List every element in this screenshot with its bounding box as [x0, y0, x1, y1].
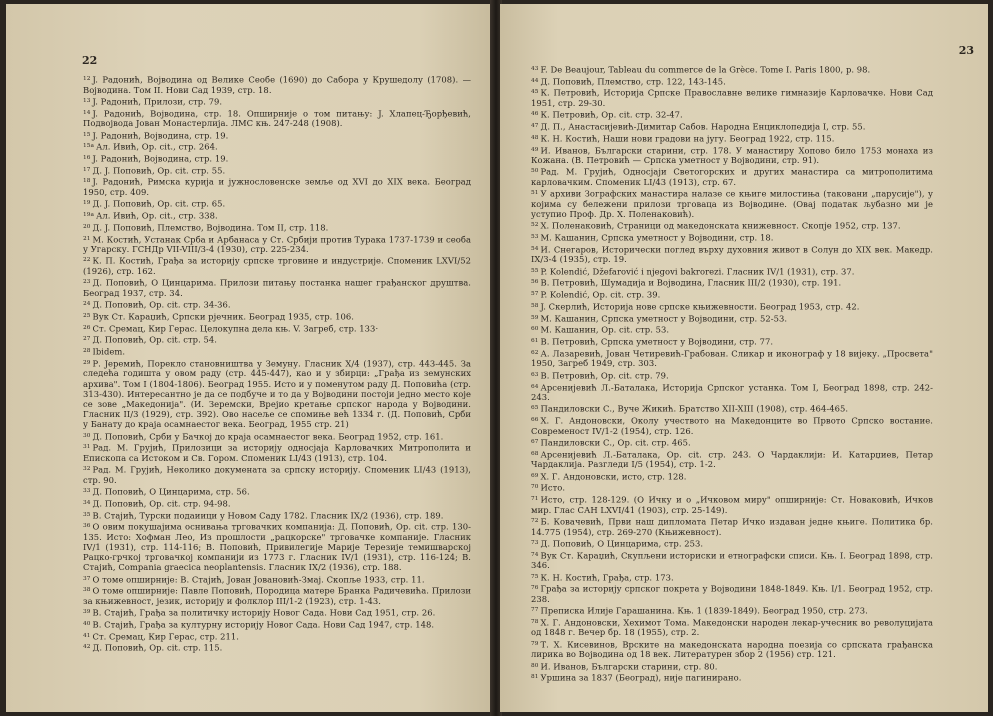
footnote-number: 19	[83, 200, 91, 207]
footnote	[83, 130, 471, 141]
footnote-text: М. Кашанин, Српска уметност у Војводини, стр. 52-53.	[540, 313, 788, 324]
footnote-number: 38	[83, 587, 91, 594]
footnote	[83, 442, 471, 463]
footnote-number: 29	[83, 359, 91, 366]
footnote-text: М. Кашанин, Српска уметност у Војводини, стр. 18.	[540, 232, 774, 243]
footnote-number: 49	[531, 146, 539, 153]
footnote-text: J. Радонић, Војводина од Велике Сеобе (1690) до Сабора у Крушедолу (1708). — Војводина. Том II. Нови Сад 1939, стр. 18.	[83, 74, 471, 95]
footnote-number: 50	[531, 168, 539, 175]
footnote-text: Ст. Сремац, Кир Герас, стр. 211.	[92, 631, 240, 642]
page-number: 23	[958, 44, 974, 57]
footnote-number: 66	[531, 417, 539, 424]
footnote-text: Д. Поповић, Op. cit. стр. 115.	[92, 642, 223, 653]
footnote	[83, 431, 471, 442]
footnote-text: Х. Г. Андоновски, Околу учеството на Македонците во Првото Српско востание. Современост IV/1-2 (1954), стр. 126.	[531, 415, 933, 436]
footnote-text: Преписка Илије Гарашанина. Књ. 1 (1839-1849). Београд 1950, стр. 273.	[540, 605, 868, 616]
footnote	[83, 141, 471, 152]
footnote	[531, 277, 933, 288]
footnote-text: Б. Ковачевић, Први наш дипломата Петар Ичко издаван једне књиге. Политика бр. 14.775 (1954), стр. 269-270 (Књижевност).	[531, 516, 933, 537]
footnote-number: 39	[83, 609, 91, 616]
footnote	[83, 631, 471, 642]
footnote	[531, 605, 933, 616]
footnote	[531, 403, 933, 414]
footnote-number: 58	[531, 302, 539, 309]
footnote-number: 43	[531, 66, 539, 72]
left-page	[6, 4, 492, 712]
footnote	[531, 244, 933, 265]
footnote-text: P. Kolendić, Op. cit. стр. 39.	[540, 289, 661, 300]
footnote	[83, 277, 471, 298]
footnote-text: М. Кашанин, Op. cit. стр. 53.	[540, 324, 670, 335]
footnote-text: И. Иванов, Български старини, стр. 80.	[540, 661, 718, 672]
footnote-number: 63	[531, 371, 539, 378]
footnote-number: 45	[531, 89, 539, 96]
footnote-text: Т. Х. Кисевинов, Врските на македонската народна поезија со српската грађанска лирика во Војводина од 18 век. Литературен збор 2 (1956) стр. 121.	[531, 639, 933, 660]
footnote-number: 59	[531, 314, 539, 321]
footnote	[83, 255, 471, 276]
footnote	[531, 313, 933, 324]
footnote	[531, 370, 933, 381]
footnote-text: Уршина за 1837 (Београд), није пагинирано.	[540, 672, 742, 683]
footnote	[83, 165, 471, 176]
footnote-number: 32	[83, 466, 91, 473]
footnote-number: 31	[83, 444, 91, 451]
footnote-number: 54	[531, 245, 539, 252]
footnote-number: 33	[83, 488, 91, 495]
footnote	[531, 572, 933, 583]
footnote-number: 18	[83, 178, 91, 185]
footnote	[531, 661, 933, 672]
footnote-text: К. Петровић, Op. cit. стр. 32-47.	[540, 109, 683, 120]
footnote-number: 75	[531, 573, 539, 580]
footnote	[531, 538, 933, 549]
footnote-text: Д. Поповић, Op. cit. стр. 54.	[92, 334, 217, 345]
footnote	[531, 166, 933, 187]
footnote	[531, 639, 933, 660]
footnote-number: 57	[531, 291, 539, 298]
footnote-number: 70	[531, 484, 539, 491]
footnote	[83, 198, 471, 209]
footnote-number: 28	[83, 348, 91, 355]
footnote	[83, 323, 471, 334]
footnote-text: Д. Поповић, О Цинцарима. Прилози питању постанка нашег грађанског друштва. Београд 1937, стр. 34.	[83, 277, 471, 298]
footnote-number: 30	[83, 432, 91, 439]
footnote	[531, 583, 933, 604]
footnote-text: Ibidem.	[92, 346, 126, 357]
footnote-number: 69	[531, 472, 539, 479]
footnote-text: К. Н. Костић, Наши нови градови на југу. Београд 1922, стр. 115.	[540, 133, 835, 144]
footnote-number: 46	[531, 111, 539, 118]
footnote	[531, 336, 933, 347]
footnote-text: Д. J. Поповић, Op. cit. стр. 65.	[92, 198, 226, 209]
footnote-number: 37	[83, 575, 91, 582]
footnote-number: 80	[531, 662, 539, 669]
footnote	[531, 516, 933, 537]
footnote-text: В. Стајић, Турски подаиици у Новом Саду 1782. Гласник IX/2 (1936), стр. 189.	[92, 509, 444, 520]
footnote	[531, 133, 933, 144]
footnote-number: 71	[531, 496, 539, 503]
footnote-number: 17	[83, 166, 91, 173]
footnote	[83, 521, 471, 572]
footnote-text: О томе опширније: Павле Поповић, Породица матере Бранка Радичевића. Прилози за књижевност, језик, историју и фолклор III/1-2 (1923), стр. 1-43.	[83, 585, 471, 606]
footnote	[83, 358, 471, 429]
footnote-text: О томе опширније: В. Стајић, Јован Јовановић-Змај. Скопље 1933, стр. 11.	[92, 574, 425, 585]
footnote-number: 15a	[83, 143, 94, 150]
footnotes-list	[531, 64, 933, 684]
footnote	[531, 482, 933, 493]
footnote-text: Вук Ст. Караџић, Српски рјечник. Београд 1935, стр. 106.	[92, 311, 354, 322]
footnote-text: И. Иванов, Български старини, стр. 178. У манастиру Хопово било 1753 монаха из Кожана. (В. Петровић — Српска уметност у Војводини, стр. 91).	[531, 144, 933, 166]
footnote-text: И. Снегаров, Исторически поглед върху духовния живот в Солун до XIX век. Македр. IX/3-4 (1935), стр. 19.	[531, 244, 933, 265]
footnote-number: 72	[531, 518, 539, 525]
footnote-number: 53	[531, 234, 539, 241]
footnote	[83, 222, 471, 233]
footnote	[531, 289, 933, 300]
footnote-number: 41	[83, 632, 91, 639]
footnote-text: Исто, стр. 128-129. (О Ичку и о „Ичковом миру" опширније: Ст. Новаковић, Ичков мир. Глас САН LXVI/41 (1903), стр. 25-149).	[531, 494, 933, 515]
footnote	[83, 607, 471, 618]
footnote	[83, 153, 471, 164]
footnote-text: У архиви Зографских манастира налазе се књиге милостиња (таковани „парусије"), у којима су бележени прилози трговаца из Војводине. (Овај податак љубазно ми је уступио Проф. Др. Х. Поленаковић).	[531, 188, 933, 220]
footnote-text: Исто.	[540, 482, 566, 493]
footnote-text: А. Лазаревић, Јован Четиревић-Грабован. Сликар и иконограф у 18 вијеку. „Просвета" 1950, Загреб 1949, стр. 303.	[531, 348, 933, 369]
footnote-number: 65	[531, 405, 539, 412]
footnote	[83, 346, 471, 357]
footnote-number: 55	[531, 267, 539, 274]
footnote	[531, 550, 933, 571]
footnote-text: J. Радонић, Римска курија и јужнословенске земље од XVI до XIX века. Београд 1950, стр. 409.	[83, 176, 471, 197]
footnote	[83, 498, 471, 509]
footnote-text: J. Радонић, Војводина, стр. 19.	[92, 153, 229, 164]
footnote-number: 40	[83, 621, 91, 627]
footnote	[83, 619, 471, 630]
footnote-text: Д. J. Поповић, Племство, Војводина. Том II, стр. 118.	[92, 222, 329, 233]
footnote-text: Пандиловски С., Op. cit. стр. 465.	[540, 437, 691, 448]
footnote	[83, 510, 471, 521]
footnote-number: 24	[83, 301, 91, 308]
footnote-text: В. Стајић, Грађа за политичку историју Новог Сада. Нови Сад 1951, стр. 26.	[92, 607, 436, 618]
footnote-number: 22	[83, 257, 91, 264]
footnote-number: 26	[83, 324, 91, 331]
footnote	[531, 121, 933, 132]
footnote	[83, 486, 471, 497]
footnote-text: Х. Г. Андоновски, исто, стр. 128.	[540, 471, 687, 482]
footnote-text: Рад. М. Грујић, Неколико докумената за српску историју. Споменик LI/43 (1913), стр. 90.	[83, 464, 471, 485]
footnote-number: 21	[83, 235, 91, 242]
footnote	[531, 672, 933, 683]
footnote-text: Х. Поленаковић, Страници од македонската книжевност. Скопје 1952, стр. 137.	[540, 220, 901, 231]
footnote-text: В. Петровић, Шумадија и Војводина, Гласник III/2 (1930), стр. 191.	[540, 277, 842, 288]
footnote	[83, 334, 471, 345]
footnote-number: 62	[531, 349, 539, 356]
footnote-text: J. Радонић, Војводина, стр. 19.	[92, 129, 229, 140]
footnote-text: В. Стајић, Грађа за културну историју Новог Сада. Нови Сад 1947, стр. 148.	[92, 619, 435, 630]
footnote	[531, 188, 933, 219]
footnote-number: 12	[83, 76, 91, 82]
footnote	[531, 87, 933, 108]
footnote	[83, 210, 471, 221]
footnote-text: В. Петровић, Op. cit. стр. 79.	[540, 370, 669, 381]
footnote-text: Р. Јеремић, Порекло становништва у Земуну. Гласник X/4 (1937), стр. 443-445. За следећа годишта у овом раду (стр. 445-447), као и у збирци: „Грађа из земунских архива". Том I (1804-1806). Београд 1955. Исто и у поменутом раду Д. Поповића (стр. 313-430). Интересантно је да се подбуче и то да у Војводини постоји једно место које се зове „Македонија". (И. Зеремски, Врејио кретање српског народа у Војводини. Гласник II/3 (1929), стр. 392). Ово насеље се спомиње већ 1334 г. (Д. Поповић, Срби у Банату до краја осамнаестог века. Београд, 1955 стр. 21)	[83, 358, 471, 430]
footnote	[83, 585, 471, 606]
footnote-text: Д. Поповић, О Цинцарима, стр. 253.	[540, 538, 704, 549]
footnote-number: 23	[83, 279, 91, 286]
footnote	[531, 266, 933, 277]
footnote-number: 48	[531, 134, 539, 141]
footnote-number: 76	[531, 585, 539, 592]
footnote-number: 81	[531, 674, 539, 681]
footnote	[83, 574, 471, 585]
footnote-text: К. Петровић, Историја Српске Православне велике гимназије Карловачке. Нови Сад 1951, стр. 29-30.	[531, 87, 933, 109]
footnote-number: 64	[531, 383, 539, 390]
footnote-number: 51	[531, 190, 539, 197]
footnote-number: 44	[531, 77, 539, 84]
footnote-text: Д. Поповић, Племство, стр. 122, 143-145.	[540, 76, 726, 87]
footnote	[83, 74, 471, 95]
footnote-text: К. Н. Костић, Грађа, стр. 173.	[540, 571, 674, 582]
footnote	[83, 108, 471, 129]
footnote-text: К. П. Костић, Грађа за историју српске трговине и индустрије. Споменик LXVI/52 (1926), стр. 162.	[83, 255, 471, 276]
footnote-number: 52	[531, 222, 539, 229]
footnote-number: 77	[531, 607, 539, 614]
footnote-number: 15	[83, 131, 91, 138]
footnotes-list	[83, 74, 471, 654]
footnote-text: Ст. Сремац, Кир Герас. Целокупна дела књ. V. Загреб, стр. 133·	[92, 323, 379, 334]
footnote-text: P. Kolendić, Džefarović i njegovi bakrorezi. Гласник IV/1 (1931), стр. 37.	[540, 266, 855, 277]
footnote-number: 56	[531, 279, 539, 286]
footnote-text: Д. П., Анастасијевић-Димитар Сабов. Народна Енциклопедија I, стр. 55.	[540, 121, 866, 132]
footnote-number: 34	[83, 499, 91, 506]
footnote-text: М. Костић, Устанак Срба и Арбанаса у Ст. Србији против Турака 1737-1739 и сеоба у Угарску. ГСНДр VII-VIII/3-4 (1930), стр. 225-234.	[83, 233, 471, 255]
footnote-number: 78	[531, 618, 539, 625]
footnote-text: Х. Г. Андоновски, Хехимот Тома. Македонски народен лекар-учесник во револуцијата од 1848 г. Вечер бр. 18 (1955), стр. 2.	[531, 617, 933, 638]
footnote	[531, 617, 933, 638]
footnote-text: J. Радонић, Прилози, стр. 79.	[92, 96, 223, 107]
footnote-number: 47	[531, 123, 539, 130]
footnote-text: J. Скерлић, Историја нове српске књижевности. Београд 1953, стр. 42.	[540, 301, 860, 312]
footnote	[83, 96, 471, 107]
footnote-text: В. Петровић, Српска уметност у Војводини, стр. 77.	[540, 336, 774, 347]
footnote-text: Грађа за историју српског покрета у Војводини 1848-1849. Књ. I/1. Београд 1952, стр. 238.	[531, 583, 933, 604]
footnote	[531, 449, 933, 470]
footnote-text: Вук Ст. Караџић, Скупљени историски и етнографски списи. Књ. I. Београд 1898, стр. 346.	[531, 550, 933, 571]
footnote-number: 68	[531, 450, 539, 457]
footnote-number: 25	[83, 312, 91, 319]
footnote-number: 61	[531, 338, 539, 345]
footnote	[531, 301, 933, 312]
footnote-number: 13	[83, 97, 91, 104]
footnote	[531, 232, 933, 243]
footnote-number: 35	[83, 511, 91, 518]
footnote-text: Д. Поповић, О Цинцарима, стр. 56.	[92, 486, 250, 497]
footnote-text: Арсенијевић Л.-Баталака, Историја Српског устанка. Том I, Београд 1898, стр. 242-243.	[531, 381, 933, 403]
footnote	[531, 471, 933, 482]
footnote-number: 60	[531, 326, 539, 333]
footnote-text: Арсенијевић Л.-Баталака, Op. cit. стр. 243. О Чардаклији: И. Катарџиев, Петар Чардаклија. Разгледи I/5 (1954), стр. 1-2.	[531, 449, 933, 470]
right-page	[500, 4, 988, 712]
footnote	[531, 324, 933, 335]
footnote	[83, 299, 471, 310]
footnote	[531, 494, 933, 515]
footnote-number: 19a	[83, 212, 94, 219]
footnote-number: 36	[83, 523, 91, 530]
footnote	[83, 234, 471, 255]
footnote-text: Ал. Ивић, Op. cit., стр. 338.	[95, 210, 218, 221]
footnote-text: Д. Поповић, Op. cit. стр. 94-98.	[92, 498, 231, 509]
footnote-number: 74	[531, 551, 539, 558]
page-number: 22	[82, 54, 98, 67]
footnote-number: 67	[531, 439, 539, 446]
footnote-text: Д. Поповић, Op. cit. стр. 34-36.	[92, 299, 231, 310]
footnote-number: 79	[531, 640, 539, 647]
footnote-number: 20	[83, 223, 91, 230]
footnote-text: Д. Поповић, Срби у Бачкој до краја осамнаестог века. Београд 1952, стр. 161.	[92, 430, 444, 441]
footnote-text: Рад. М. Грујић, Односјаји Светогорских и других манастира са митрополитима карловачким. Споменик LI/43 (1913), стр. 67.	[531, 166, 933, 187]
footnote-text: Пандиловски С., Вуче Жикић. Братство XII-XIII (1908), стр. 464-465.	[540, 403, 849, 414]
footnote	[531, 415, 933, 436]
footnote-text: Ал. Ивић, Op. cit., стр. 264.	[95, 141, 218, 152]
footnote-number: 42	[83, 644, 91, 651]
footnote	[531, 64, 933, 75]
footnote-text: О овим покушајима оснивања трговачких компанија: Д. Поповић, Op. cit. стр. 130-135. Исто: Хофман Лео, Из прошлости „рацкорске" трговачке компаније. Гласник IV/1 (1931), стр. 114-116; В. Поповић, Привилегије Марије Терезије темишварској Рацко-грчкој трговачкој компанији из 1773 г. Гласник IV/1 (1931), стр. 116-124; В. Стајић, Compania graecica neoplantensis. Гласник IX/2 (1936), стр. 188.	[83, 521, 471, 573]
footnote-number: 27	[83, 336, 91, 343]
footnote-number: 14	[83, 109, 91, 116]
footnote	[83, 464, 471, 485]
footnote-text: Рад. М. Грујић, Прилозици за историју односјаја Карловачких Митрополита и Епископа са Истоком и Св. Гором. Споменик LI/43 (1913), стр. 104.	[83, 442, 471, 463]
footnote	[531, 220, 933, 231]
footnote	[531, 382, 933, 403]
footnote-text: Д. J. Поповић, Op. cit. стр. 55.	[92, 165, 226, 176]
footnote	[531, 348, 933, 369]
footnote	[83, 642, 471, 653]
footnote	[531, 437, 933, 448]
footnote	[83, 176, 471, 197]
footnote-text: J. Радонић, Војводина, стр. 18. Опширније о том питању: J. Хлапец-Ђорђевић, Подвојвода Јован Монастерлија. ЛМС књ. 247-248 (1908).	[83, 108, 471, 129]
footnote	[83, 311, 471, 322]
footnote	[531, 145, 933, 166]
footnote	[531, 109, 933, 120]
footnote-number: 73	[531, 539, 539, 546]
footnote	[531, 76, 933, 87]
footnote-number: 16	[83, 154, 91, 161]
footnote-text: F. De Beaujour, Tableau du commerce de la Grèce. Tome I. Paris 1800, p. 98.	[540, 64, 871, 75]
